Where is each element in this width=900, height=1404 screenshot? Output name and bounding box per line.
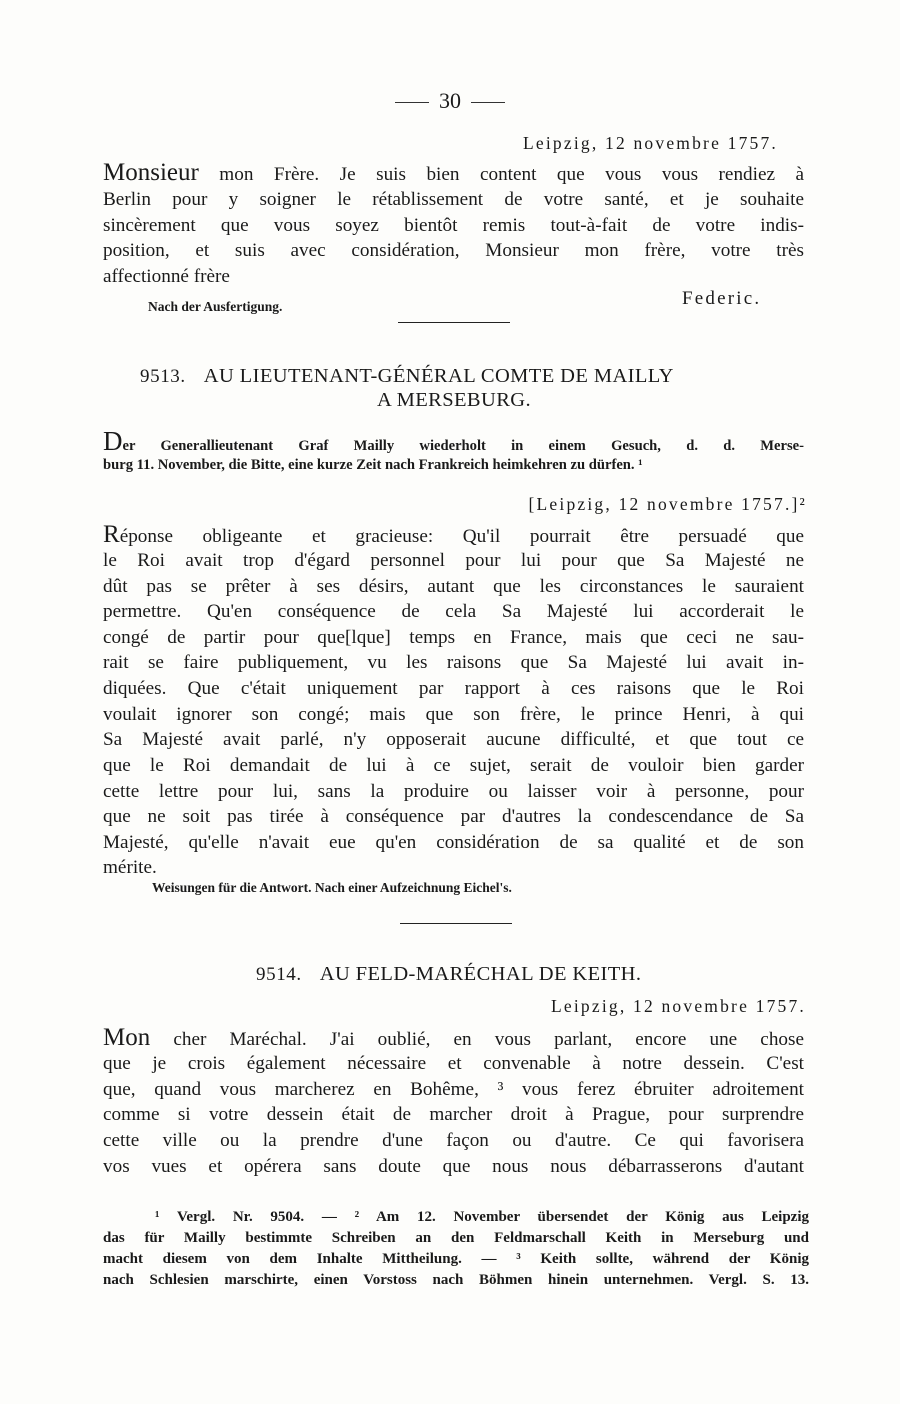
dash-left — [395, 102, 429, 103]
body-line: que, quand vous marcherez en Bohême, ³ vous ferez ébruiter adroitement — [103, 1079, 804, 1100]
body-line: position, et suis avec considération, Monsieur mon frère, votre très — [103, 240, 804, 261]
heading-9513 — [140, 363, 780, 390]
page-number-text: 30 — [439, 88, 461, 113]
body-line: Majesté, qu'elle n'avait eue qu'en considération de sa qualité et de son — [103, 832, 804, 853]
page-number — [0, 88, 900, 114]
body-line: Mon cher Maréchal. J'ai oublié, en vous parlant, encore une chose — [103, 1024, 804, 1051]
footnote-line: ¹ Vergl. Nr. 9504. — ² Am 12. November übersendet der König aus Leipzig — [155, 1209, 809, 1225]
body-line: sincèrement que vous soyez bientôt remis tout-à-fait de votre indis- — [103, 215, 804, 236]
body-line: cette ville ou la prendre d'une façon ou d'autre. Ce qui favorisera — [103, 1130, 804, 1151]
footnote-line: das für Mailly bestimmte Schreiben an den Feldmarschall Keith in Merseburg und — [103, 1230, 809, 1246]
section-rule — [400, 923, 512, 924]
dash-right — [471, 102, 505, 103]
intro-line: burg 11. November, die Bitte, eine kurze Zeit nach Frankreich heimkehren zu dürfen. ¹ — [103, 457, 643, 473]
heading-9514 — [256, 961, 896, 988]
body-line: Réponse obligeante et gracieuse: Qu'il pourrait être persuadé que — [103, 521, 804, 548]
body-line: voulait ignorer son congé; mais que son frère, le prince Henri, à qui — [103, 704, 804, 725]
body-line: dût pas se prêter à ses désirs, autant que les circonstances le sauraient — [103, 576, 804, 597]
initial-word: Monsieur — [103, 159, 199, 186]
body-line: Sa Majesté avait parlé, n'y opposerait aucune difficulté, et que tout ce — [103, 729, 804, 750]
body-line: que le Roi demandait de lui à ce sujet, serait de vouloir bien garder — [103, 755, 804, 776]
body-line: affectionné frère — [103, 266, 230, 287]
footnote-line: nach Schlesien marschirte, einen Vorstoss nach Böhmen hinein unternehmen. Vergl. S. 13. — [103, 1272, 809, 1288]
body-line: Berlin pour y soigner le rétablissement de votre santé, et je souhaite — [103, 189, 804, 210]
dateline-9514: Leipzig, 12 novembre 1757. — [551, 996, 806, 1016]
heading-line1: AU LIEUTENANT-GÉNÉRAL COMTE DE MAILLY — [203, 365, 674, 387]
letter-number: 9513. — [140, 366, 186, 387]
heading-text: AU FELD-MARÉCHAL DE KEITH. — [319, 963, 642, 985]
heading-line2: A MERSEBURG. — [376, 389, 532, 411]
body-line: diquées. Que c'était uniquement par rapport à ces raisons que le Roi — [103, 678, 804, 699]
dateline-9512: Leipzig, 12 novembre 1757. — [523, 133, 778, 153]
footnote-line: macht diesem von dem Inhalte Mittheilung. — ³ Keith sollte, während der König — [103, 1251, 809, 1267]
body-line: Monsieur mon Frère. Je suis bien content que vous vous rendiez à — [103, 159, 804, 186]
intro-line: Der Generallieutenant Graf Mailly wiederholt in einem Gesuch, d. d. Merse- — [103, 426, 804, 456]
body-line: rait se faire publiquement, vu les raisons que Sa Majesté lui avait in- — [103, 652, 804, 673]
body-line: cette lettre pour lui, sans la produire ou laisser voir à personne, pour — [103, 781, 804, 802]
body-line: comme si votre dessein était de marcher droit à Prague, pour surprendre — [103, 1104, 804, 1125]
letter-number: 9514. — [256, 964, 302, 985]
body-line: congé de partir pour que[lque] temps en France, mais que ceci ne sau- — [103, 627, 804, 648]
dateline-9513: [Leipzig, 12 novembre 1757.]² — [528, 494, 807, 514]
body-line: vos vues et opérera sans doute que nous nous débarrasserons d'autant — [103, 1156, 804, 1177]
initial-word: Mon — [103, 1024, 151, 1051]
source-note-9513: Weisungen für die Antwort. Nach einer Aufzeichnung Eichel's. — [152, 880, 512, 895]
body-line: que ne soit pas tirée à conséquence par d'autres la condescendance de Sa — [103, 806, 804, 827]
initial-letter: R — [103, 521, 120, 548]
body-line: mérite. — [103, 857, 157, 878]
source-note-9512: Nach der Ausfertigung. — [148, 299, 283, 314]
body-line: le Roi avait trop d'égard personnel pour lui pour que Sa Majesté ne — [103, 550, 804, 571]
section-rule — [398, 322, 510, 323]
signature: Federic. — [682, 288, 762, 309]
body-line: que je crois également nécessaire et convenable à notre dessein. C'est — [103, 1053, 804, 1074]
intro-initial: D — [103, 426, 123, 456]
body-line: permettre. Qu'en conséquence de cela Sa Majesté lui accorderait le — [103, 601, 804, 622]
